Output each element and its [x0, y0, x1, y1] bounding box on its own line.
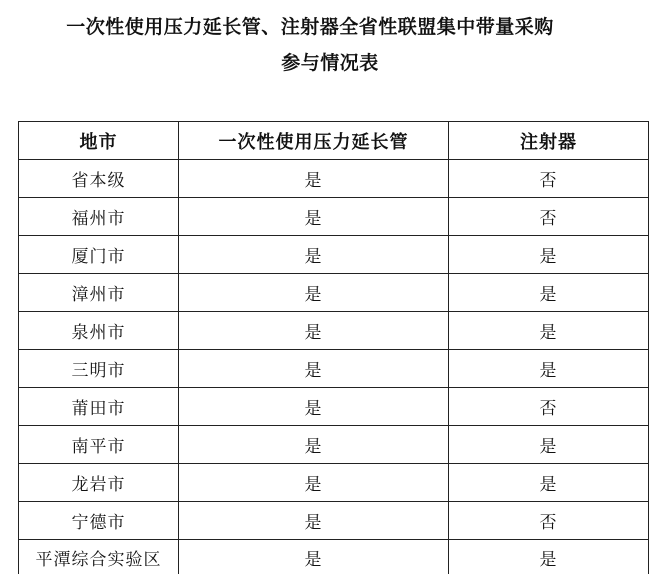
syringe-participation-cell: 是	[449, 350, 649, 388]
tube-participation-cell: 是	[179, 502, 449, 540]
city-cell: 龙岩市	[19, 464, 179, 502]
table-row	[19, 388, 649, 426]
tube-participation-cell: 是	[179, 464, 449, 502]
title-line-2: 参与情况表	[281, 52, 379, 74]
city-cell: 三明市	[19, 350, 179, 388]
table-row	[19, 198, 649, 236]
participation-table	[18, 121, 649, 574]
tube-participation-cell: 是	[179, 236, 449, 274]
city-cell: 平潭综合实验区	[19, 540, 179, 575]
city-cell: 宁德市	[19, 502, 179, 540]
table-header-row	[19, 122, 649, 160]
document-title	[0, 14, 660, 77]
table-row	[19, 426, 649, 464]
city-cell: 省本级	[19, 160, 179, 198]
syringe-participation-cell: 是	[449, 464, 649, 502]
table-row	[19, 236, 649, 274]
table-row	[19, 160, 649, 198]
city-cell: 漳州市	[19, 274, 179, 312]
syringe-participation-cell: 否	[449, 388, 649, 426]
tube-participation-cell: 是	[179, 312, 449, 350]
table-row	[19, 540, 649, 575]
table-row	[19, 274, 649, 312]
header-syringe: 注射器	[449, 122, 649, 160]
header-pressure-extension-tube: 一次性使用压力延长管	[179, 122, 449, 160]
header-city: 地市	[19, 122, 179, 160]
city-cell: 福州市	[19, 198, 179, 236]
syringe-participation-cell: 是	[449, 540, 649, 575]
syringe-participation-cell: 是	[449, 236, 649, 274]
city-cell: 莆田市	[19, 388, 179, 426]
syringe-participation-cell: 是	[449, 426, 649, 464]
table-row	[19, 464, 649, 502]
table-row	[19, 350, 649, 388]
city-cell: 厦门市	[19, 236, 179, 274]
syringe-participation-cell: 是	[449, 274, 649, 312]
tube-participation-cell: 是	[179, 160, 449, 198]
syringe-participation-cell: 否	[449, 198, 649, 236]
tube-participation-cell: 是	[179, 388, 449, 426]
city-cell: 泉州市	[19, 312, 179, 350]
tube-participation-cell: 是	[179, 540, 449, 575]
syringe-participation-cell: 否	[449, 502, 649, 540]
table-row	[19, 502, 649, 540]
tube-participation-cell: 是	[179, 426, 449, 464]
title-line-1: 一次性使用压力延长管、注射器全省性联盟集中带量采购	[66, 16, 554, 38]
syringe-participation-cell: 是	[449, 312, 649, 350]
table-row	[19, 312, 649, 350]
tube-participation-cell: 是	[179, 274, 449, 312]
tube-participation-cell: 是	[179, 350, 449, 388]
city-cell: 南平市	[19, 426, 179, 464]
syringe-participation-cell: 否	[449, 160, 649, 198]
tube-participation-cell: 是	[179, 198, 449, 236]
